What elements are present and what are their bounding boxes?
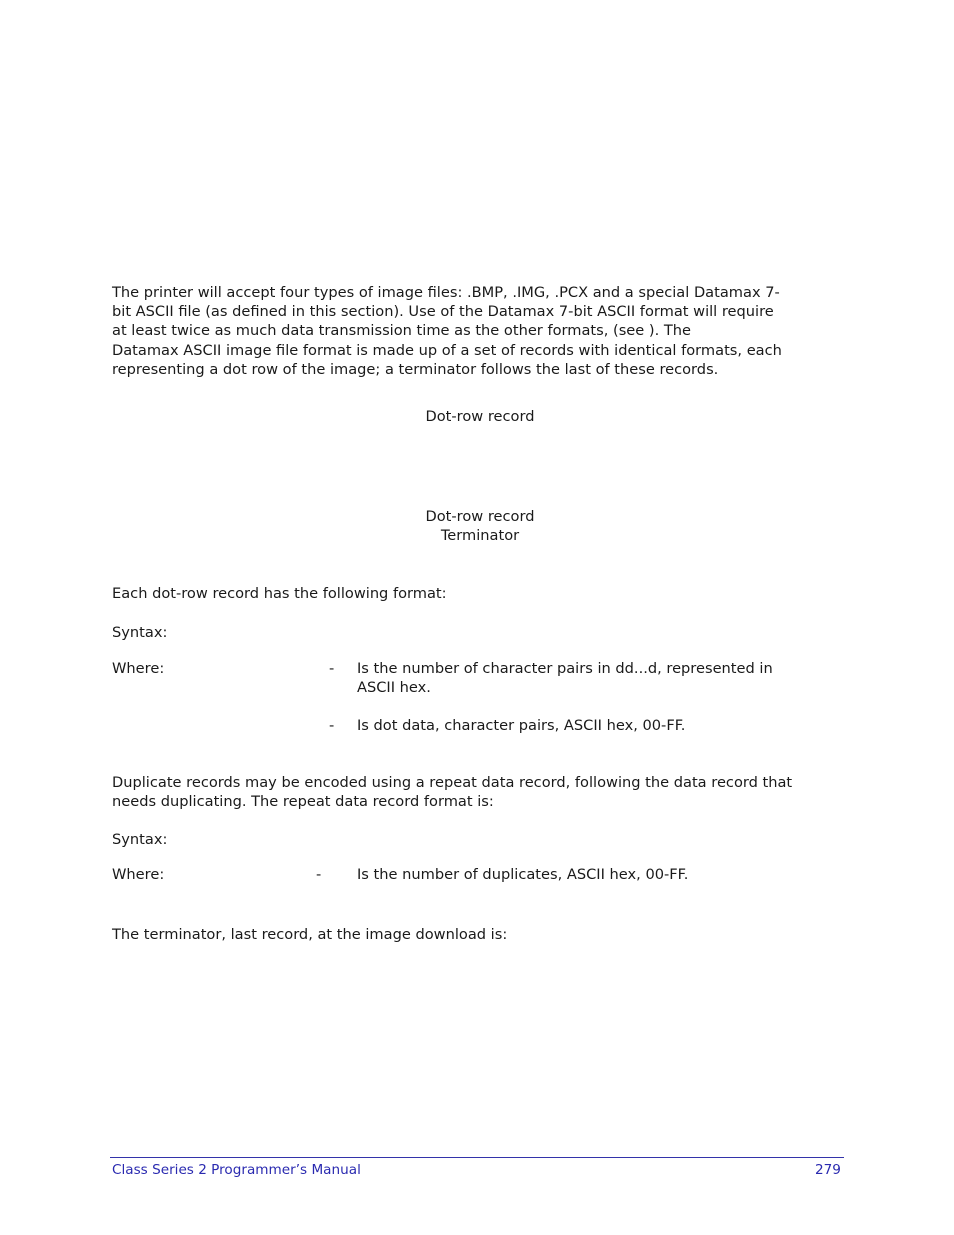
repeat-paragraph-line: Duplicate records may be encoded using a repeat data record, following the data record that [112, 774, 793, 791]
definition-text: ASCII hex. [357, 679, 431, 696]
repeat-paragraph-line: needs duplicating. The repeat data record format is: [112, 793, 494, 810]
definition-dash: - [329, 717, 335, 734]
terminator-label: Terminator [440, 527, 520, 544]
terminator-paragraph: The terminator, last record, at the image download is: [112, 926, 508, 943]
intro-line: at least twice as much data transmission time as the other formats, (see ). The [112, 322, 692, 339]
definition-dash: - [316, 866, 322, 883]
dot-row-record-last: Dot-row record [425, 508, 535, 525]
where-label: Where: [112, 660, 165, 677]
intro-line: Datamax ASCII image file format is made up of a set of records with identical formats, each [112, 342, 782, 359]
intro-line: bit ASCII file (as defined in this section). Use of the Datamax 7-bit ASCII format will require [112, 303, 774, 320]
footer-rule [110, 1157, 844, 1158]
intro-line: representing a dot row of the image; a terminator follows the last of these records. [112, 361, 719, 378]
footer-title: Class Series 2 Programmer’s Manual [112, 1162, 361, 1178]
dot-row-record-first: Dot-row record [425, 408, 535, 425]
intro-line: The printer will accept four types of image files: .BMP, .IMG, .PCX and a special Datamax 7- [112, 284, 780, 301]
definition-text: Is the number of duplicates, ASCII hex, 00-FF. [357, 866, 689, 883]
definition-dash: - [329, 660, 335, 677]
page-number: 279 [815, 1162, 841, 1178]
dot-row-heading: Each dot-row record has the following format: [112, 585, 447, 602]
definition-text: Is dot data, character pairs, ASCII hex, 00-FF. [357, 717, 686, 734]
where-label: Where: [112, 866, 165, 883]
syntax-label: Syntax: [112, 831, 168, 848]
definition-text: Is the number of character pairs in dd...d, represented in [357, 660, 773, 677]
syntax-label: Syntax: [112, 624, 168, 641]
